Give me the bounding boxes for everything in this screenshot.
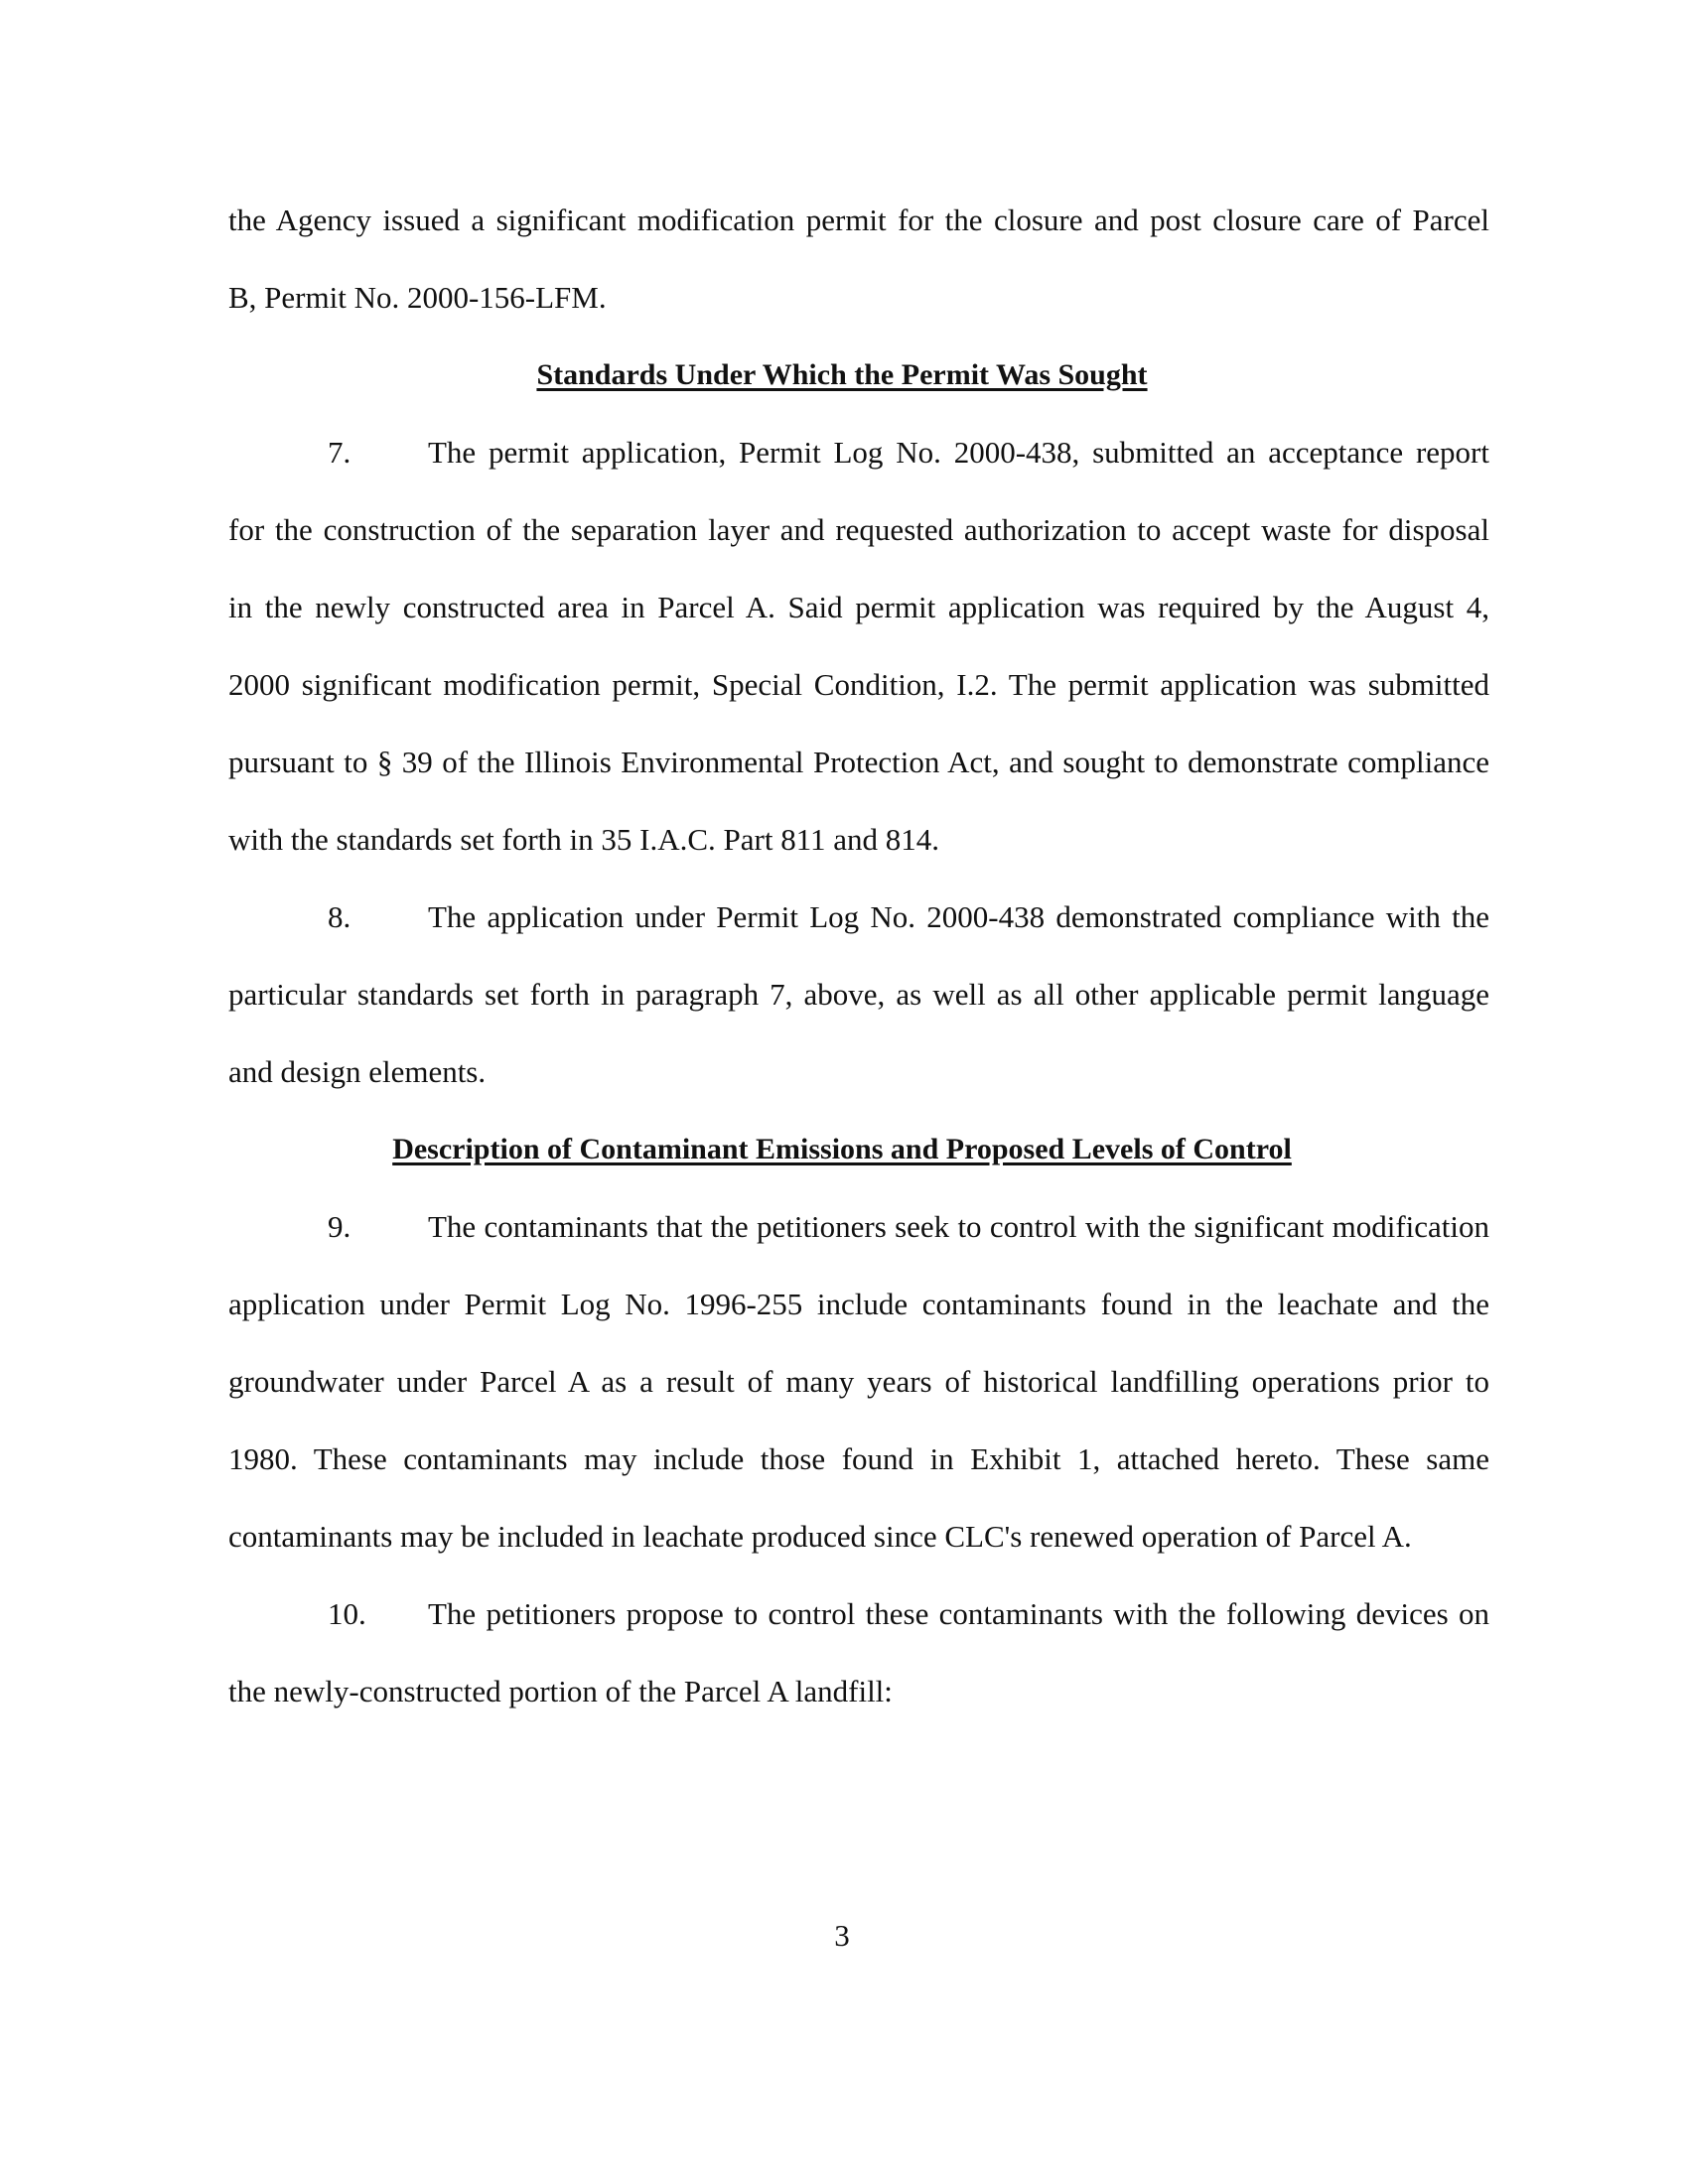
paragraph-8-number: 8.	[328, 899, 351, 934]
paragraph-9-number: 9.	[328, 1209, 351, 1244]
paragraph-7-line-1: The permit application, Permit Log No. 2000-438, submitted an acceptance report	[428, 435, 1489, 470]
paragraph-9-line-1: The contaminants that the petitioners seek to control with the significant modification	[428, 1209, 1489, 1244]
section-heading-standards: Standards Under Which the Permit Was Sought	[536, 358, 1148, 391]
paragraph-10-line-2: the newly-constructed portion of the Parcel A landfill:	[228, 1674, 893, 1708]
paragraph-7-line-2: for the construction of the separation layer and requested authorization to accept waste for disposal	[228, 512, 1489, 547]
paragraph-9-line-2: application under Permit Log No. 1996-255 include contaminants found in the leachate and the	[228, 1287, 1489, 1321]
intro-line-2: B, Permit No. 2000-156-LFM.	[228, 280, 607, 315]
paragraph-8-line-2: particular standards set forth in paragraph 7, above, as well as all other applicable permit language	[228, 977, 1489, 1012]
paragraph-9-line-5: contaminants may be included in leachate produced since CLC's renewed operation of Parcel A.	[228, 1519, 1412, 1554]
paragraph-7-line-4: 2000 significant modification permit, Special Condition, I.2. The permit application was submitted	[228, 667, 1489, 702]
page-number: 3	[834, 1918, 850, 1953]
paragraph-9-line-4: 1980. These contaminants may include those found in Exhibit 1, attached hereto. These same	[228, 1441, 1489, 1476]
paragraph-8-line-3: and design elements.	[228, 1054, 487, 1089]
section-heading-contaminants: Description of Contaminant Emissions and Proposed Levels of Control	[392, 1133, 1292, 1165]
paragraph-8-line-1: The application under Permit Log No. 2000-438 demonstrated compliance with the	[428, 899, 1489, 934]
paragraph-7-number: 7.	[328, 435, 351, 470]
paragraph-9-line-3: groundwater under Parcel A as a result of many years of historical landfilling operations prior to	[228, 1364, 1489, 1399]
paragraph-7-line-3: in the newly constructed area in Parcel A. Said permit application was required by the August 4,	[228, 590, 1489, 624]
paragraph-10-number: 10.	[328, 1596, 366, 1631]
paragraph-10-line-1: The petitioners propose to control these contaminants with the following devices on	[428, 1596, 1489, 1631]
paragraph-7-line-5: pursuant to § 39 of the Illinois Environmental Protection Act, and sought to demonstrate compliance	[228, 745, 1489, 779]
intro-line-1: the Agency issued a significant modification permit for the closure and post closure care of Parcel	[228, 203, 1489, 237]
paragraph-7-line-6: with the standards set forth in 35 I.A.C. Part 811 and 814.	[228, 822, 940, 857]
